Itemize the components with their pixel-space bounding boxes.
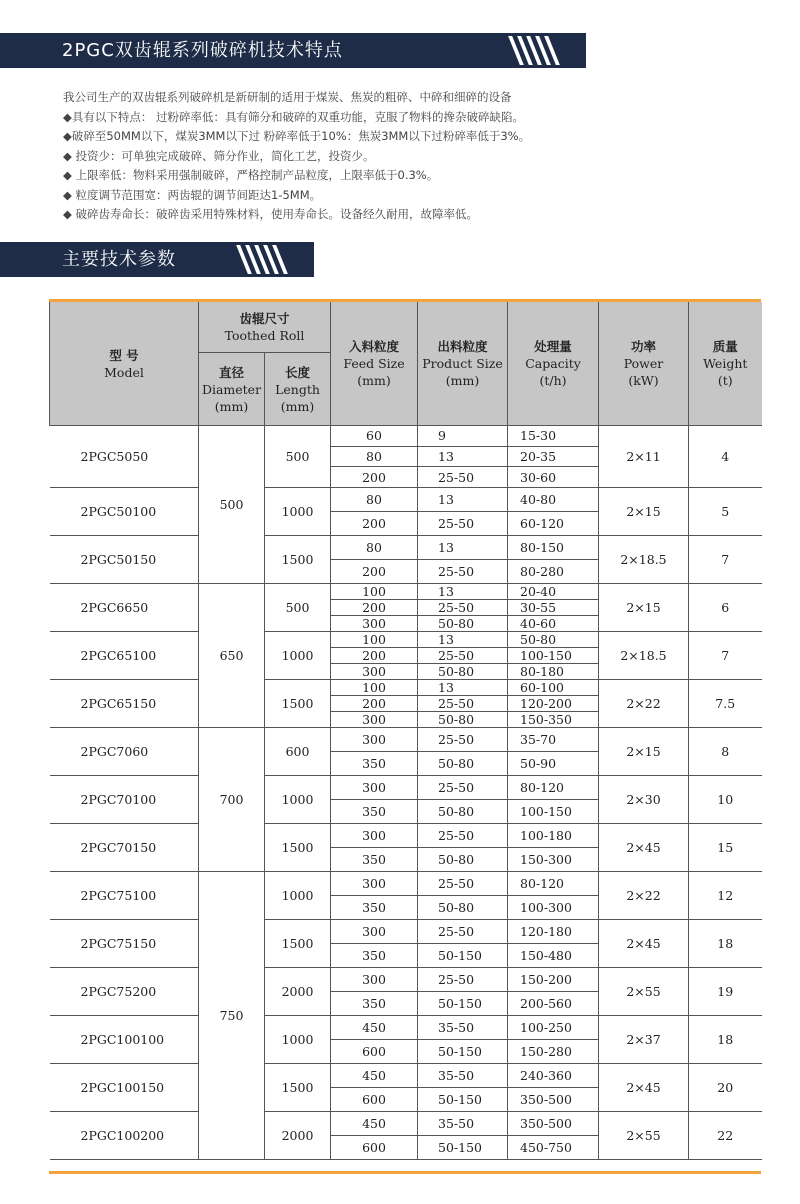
product-size-cell: 13: [418, 631, 508, 647]
feed-size-cell: 350: [331, 895, 418, 919]
power-cell: 2×15: [599, 583, 689, 631]
table-row: [50, 426, 762, 447]
power-cell: 2×55: [599, 1111, 689, 1159]
length-cell: 1000: [265, 487, 331, 535]
model-cell: 2PGC65150: [50, 679, 199, 727]
product-size-cell: 35-50: [418, 1063, 508, 1087]
capacity-cell: 35-70: [508, 727, 599, 751]
product-size-cell: 50-150: [418, 1087, 508, 1111]
table-row: [50, 487, 762, 511]
capacity-cell: 50-90: [508, 751, 599, 775]
product-size-cell: 25-50: [418, 871, 508, 895]
table-row: [50, 631, 762, 647]
feed-size-cell: 200: [331, 467, 418, 488]
feed-size-cell: 100: [331, 583, 418, 599]
capacity-cell: 120-180: [508, 919, 599, 943]
feature-line: ◆ 上限率低：物料采用强制破碎，严格控制产品粒度，上限率低于0.3%。: [63, 168, 439, 182]
capacity-cell: 80-180: [508, 663, 599, 679]
capacity-cell: 40-80: [508, 487, 599, 511]
power-cell: 2×45: [599, 919, 689, 967]
section-title: 主要技术参数: [62, 249, 176, 270]
power-cell: 2×30: [599, 775, 689, 823]
table-row: [50, 1063, 762, 1087]
diameter-cell: 650: [199, 583, 265, 727]
table-row: [50, 1015, 762, 1039]
feed-size-cell: 200: [331, 559, 418, 583]
model-cell: 2PGC50150: [50, 535, 199, 583]
table-row: [50, 1111, 762, 1135]
capacity-cell: 450-750: [508, 1135, 599, 1159]
weight-cell: 7: [689, 631, 762, 679]
power-cell: 2×22: [599, 679, 689, 727]
feed-size-cell: 300: [331, 615, 418, 631]
table-bottom-border: [49, 1171, 761, 1174]
length-cell: 2000: [265, 967, 331, 1015]
feed-size-cell: 300: [331, 663, 418, 679]
feed-size-cell: 300: [331, 871, 418, 895]
capacity-cell: 60-120: [508, 511, 599, 535]
capacity-cell: 100-250: [508, 1015, 599, 1039]
weight-cell: 7: [689, 535, 762, 583]
model-cell: 2PGC7060: [50, 727, 199, 775]
diameter-cell: 700: [199, 727, 265, 871]
feed-size-cell: 600: [331, 1087, 418, 1111]
feature-line: ◆破碎至50MM以下，煤炭3MM以下过 粉碎率低于10%：焦炭3MM以下过粉碎率低于3%。: [63, 129, 531, 143]
model-cell: 2PGC75150: [50, 919, 199, 967]
capacity-cell: 150-350: [508, 711, 599, 727]
feature-line: ◆ 破碎齿寿命长：破碎齿采用特殊材料，使用寿命长。设备经久耐用，故障率低。: [63, 207, 478, 221]
capacity-cell: 150-300: [508, 847, 599, 871]
product-size-cell: 13: [418, 487, 508, 511]
power-cell: 2×45: [599, 1063, 689, 1111]
product-size-cell: 50-150: [418, 943, 508, 967]
model-cell: 2PGC5050: [50, 426, 199, 488]
capacity-cell: 80-150: [508, 535, 599, 559]
product-size-cell: 50-150: [418, 1039, 508, 1063]
product-size-cell: 35-50: [418, 1015, 508, 1039]
length-cell: 1000: [265, 1015, 331, 1063]
header-diameter: 直径 Diameter (mm): [199, 353, 265, 426]
weight-cell: 12: [689, 871, 762, 919]
feed-size-cell: 100: [331, 679, 418, 695]
header-product-size: 出料粒度 Product Size (mm): [418, 302, 508, 426]
model-cell: 2PGC70150: [50, 823, 199, 871]
length-cell: 1500: [265, 535, 331, 583]
capacity-cell: 150-280: [508, 1039, 599, 1063]
power-cell: 2×55: [599, 967, 689, 1015]
header-length: 长度 Length (mm): [265, 353, 331, 426]
product-size-cell: 35-50: [418, 1111, 508, 1135]
power-cell: 2×18.5: [599, 535, 689, 583]
feature-line: ◆具有以下特点： 过粉碎率低：具有筛分和破碎的双重功能，克服了物料的搀杂破碎缺陷。: [63, 109, 524, 124]
feed-size-cell: 200: [331, 647, 418, 663]
feed-size-cell: 350: [331, 847, 418, 871]
product-size-cell: 13: [418, 583, 508, 599]
weight-cell: 19: [689, 967, 762, 1015]
product-size-cell: 50-80: [418, 799, 508, 823]
capacity-cell: 30-60: [508, 467, 599, 488]
weight-cell: 22: [689, 1111, 762, 1159]
feature-line: 我公司生产的双齿辊系列破碎机是新研制的适用于煤炭、焦炭的粗碎、中碎和细碎的设备: [63, 90, 512, 104]
weight-cell: 18: [689, 1015, 762, 1063]
table-row: [50, 823, 762, 847]
power-cell: 2×37: [599, 1015, 689, 1063]
capacity-cell: 100-180: [508, 823, 599, 847]
header-feed-size: 入料粒度 Feed Size (mm): [331, 302, 418, 426]
feed-size-cell: 200: [331, 695, 418, 711]
feed-size-cell: 300: [331, 727, 418, 751]
capacity-cell: 50-80: [508, 631, 599, 647]
capacity-cell: 100-150: [508, 799, 599, 823]
length-cell: 1000: [265, 631, 331, 679]
product-size-cell: 25-50: [418, 775, 508, 799]
table-row: [50, 967, 762, 991]
product-size-cell: 25-50: [418, 511, 508, 535]
feed-size-cell: 300: [331, 775, 418, 799]
table-row: [50, 583, 762, 599]
capacity-cell: 350-500: [508, 1087, 599, 1111]
table-row: [50, 535, 762, 559]
model-cell: 2PGC100200: [50, 1111, 199, 1159]
weight-cell: 10: [689, 775, 762, 823]
product-size-cell: 50-80: [418, 895, 508, 919]
feed-size-cell: 350: [331, 943, 418, 967]
product-size-cell: 9: [418, 426, 508, 447]
weight-cell: 8: [689, 727, 762, 775]
product-size-cell: 50-80: [418, 847, 508, 871]
length-cell: 600: [265, 727, 331, 775]
table-row: [50, 679, 762, 695]
table-row: [50, 727, 762, 751]
product-size-cell: 25-50: [418, 727, 508, 751]
header-model: 型 号 Model: [50, 302, 199, 426]
feed-size-cell: 450: [331, 1111, 418, 1135]
capacity-cell: 150-480: [508, 943, 599, 967]
length-cell: 500: [265, 583, 331, 631]
power-cell: 2×18.5: [599, 631, 689, 679]
length-cell: 2000: [265, 1111, 331, 1159]
section-banner-specs: [0, 242, 314, 277]
diameter-cell: 750: [199, 871, 265, 1159]
feature-line: ◆ 投资少：可单独完成破碎、筛分作业，简化工艺，投资少。: [63, 148, 375, 163]
feed-size-cell: 80: [331, 487, 418, 511]
capacity-cell: 240-360: [508, 1063, 599, 1087]
feed-size-cell: 300: [331, 823, 418, 847]
header-power: 功率 Power (kW): [599, 302, 689, 426]
section-title: 2PGC双齿辊系列破碎机技术特点: [62, 40, 343, 61]
feed-size-cell: 300: [331, 919, 418, 943]
feed-size-cell: 100: [331, 631, 418, 647]
product-size-cell: 25-50: [418, 967, 508, 991]
power-cell: 2×15: [599, 727, 689, 775]
table-row: [50, 919, 762, 943]
capacity-cell: 200-560: [508, 991, 599, 1015]
product-size-cell: 13: [418, 535, 508, 559]
weight-cell: 20: [689, 1063, 762, 1111]
capacity-cell: 20-35: [508, 446, 599, 467]
product-size-cell: 25-50: [418, 695, 508, 711]
section-banner-features: [0, 33, 586, 68]
power-cell: 2×15: [599, 487, 689, 535]
feed-size-cell: 350: [331, 751, 418, 775]
feed-size-cell: 200: [331, 599, 418, 615]
header-weight: 质量 Weight (t): [689, 302, 762, 426]
stripes-decoration-icon: [238, 245, 300, 274]
feed-size-cell: 600: [331, 1135, 418, 1159]
feed-size-cell: 80: [331, 446, 418, 467]
capacity-cell: 80-120: [508, 871, 599, 895]
feed-size-cell: 300: [331, 711, 418, 727]
capacity-cell: 60-100: [508, 679, 599, 695]
weight-cell: 18: [689, 919, 762, 967]
length-cell: 1500: [265, 919, 331, 967]
product-size-cell: 25-50: [418, 823, 508, 847]
product-size-cell: 50-80: [418, 615, 508, 631]
length-cell: 1500: [265, 823, 331, 871]
spec-table: [49, 302, 762, 1160]
header-toothed-roll: 齿辊尺寸 Toothed Roll: [199, 302, 331, 353]
weight-cell: 7.5: [689, 679, 762, 727]
model-cell: 2PGC75100: [50, 871, 199, 919]
model-cell: 2PGC75200: [50, 967, 199, 1015]
model-cell: 2PGC50100: [50, 487, 199, 535]
capacity-cell: 100-150: [508, 647, 599, 663]
length-cell: 1000: [265, 871, 331, 919]
power-cell: 2×11: [599, 426, 689, 488]
table-row: [50, 871, 762, 895]
header-capacity: 处理量 Capacity (t/h): [508, 302, 599, 426]
length-cell: 1500: [265, 1063, 331, 1111]
product-size-cell: 50-80: [418, 711, 508, 727]
model-cell: 2PGC6650: [50, 583, 199, 631]
capacity-cell: 30-55: [508, 599, 599, 615]
model-cell: 2PGC100100: [50, 1015, 199, 1063]
feed-size-cell: 350: [331, 991, 418, 1015]
length-cell: 500: [265, 426, 331, 488]
feed-size-cell: 200: [331, 511, 418, 535]
product-size-cell: 25-50: [418, 559, 508, 583]
product-size-cell: 50-80: [418, 751, 508, 775]
capacity-cell: 150-200: [508, 967, 599, 991]
product-size-cell: 25-50: [418, 599, 508, 615]
stripes-decoration-icon: [510, 36, 572, 65]
feature-line: ◆ 粒度调节范围宽：两齿辊的调节间距达1-5MM。: [63, 187, 322, 202]
table-row: [50, 775, 762, 799]
feed-size-cell: 80: [331, 535, 418, 559]
power-cell: 2×45: [599, 823, 689, 871]
capacity-cell: 100-300: [508, 895, 599, 919]
feature-list: [63, 88, 783, 225]
feed-size-cell: 300: [331, 967, 418, 991]
feed-size-cell: 450: [331, 1063, 418, 1087]
capacity-cell: 15-30: [508, 426, 599, 447]
spec-table-wrapper: [49, 299, 761, 1174]
product-size-cell: 25-50: [418, 647, 508, 663]
length-cell: 1500: [265, 679, 331, 727]
capacity-cell: 120-200: [508, 695, 599, 711]
capacity-cell: 350-500: [508, 1111, 599, 1135]
length-cell: 1000: [265, 775, 331, 823]
weight-cell: 4: [689, 426, 762, 488]
product-size-cell: 50-150: [418, 1135, 508, 1159]
product-size-cell: 50-150: [418, 991, 508, 1015]
capacity-cell: 80-280: [508, 559, 599, 583]
weight-cell: 6: [689, 583, 762, 631]
capacity-cell: 20-40: [508, 583, 599, 599]
feed-size-cell: 350: [331, 799, 418, 823]
product-size-cell: 13: [418, 446, 508, 467]
product-size-cell: 50-80: [418, 663, 508, 679]
product-size-cell: 25-50: [418, 467, 508, 488]
product-size-cell: 13: [418, 679, 508, 695]
feed-size-cell: 450: [331, 1015, 418, 1039]
capacity-cell: 80-120: [508, 775, 599, 799]
capacity-cell: 40-60: [508, 615, 599, 631]
feed-size-cell: 600: [331, 1039, 418, 1063]
weight-cell: 5: [689, 487, 762, 535]
power-cell: 2×22: [599, 871, 689, 919]
model-cell: 2PGC100150: [50, 1063, 199, 1111]
model-cell: 2PGC65100: [50, 631, 199, 679]
weight-cell: 15: [689, 823, 762, 871]
model-cell: 2PGC70100: [50, 775, 199, 823]
feed-size-cell: 60: [331, 426, 418, 447]
diameter-cell: 500: [199, 426, 265, 584]
product-size-cell: 25-50: [418, 919, 508, 943]
